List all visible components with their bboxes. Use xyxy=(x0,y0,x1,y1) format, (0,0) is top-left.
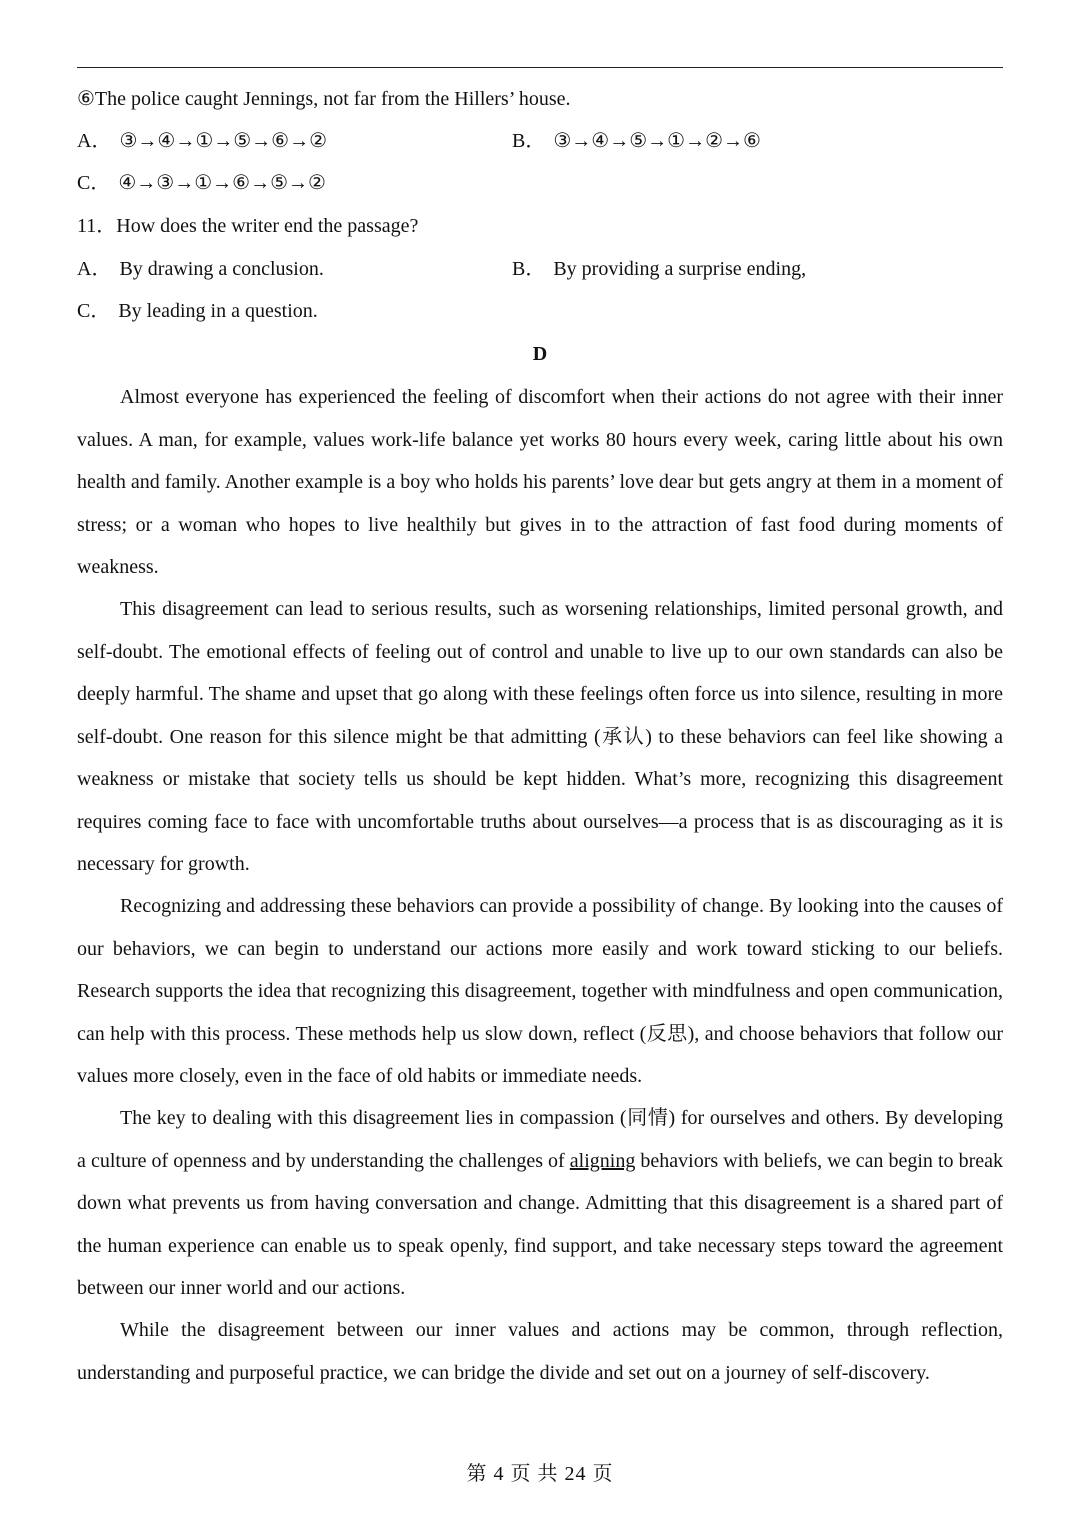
passage-paragraph-3: Recognizing and addressing these behaviors can provide a possibility of change. By looking into the causes of our behaviors, we can begin to understand our actions more easily and work toward sticking to our beliefs. Research supports the idea that recognizing this disagreement, together with mindfulness and open communication, can help with this process. These methods help us slow down, reflect (反思), and choose behaviors that follow our values more closely, even in the face of old habits or immediate needs. xyxy=(77,895,1003,1087)
option-text: ④→③→①→⑥→⑤→② xyxy=(118,172,326,194)
option-text: ③→④→①→⑤→⑥→② xyxy=(119,130,328,152)
passage-paragraph-1: Almost everyone has experienced the feeling of discomfort when their actions do not agree with their inner values. A man, for example, values work-life balance yet works 80 hours every week, caring little about his own health and family. Another example is a boy who holds his parents’ love dear but gets angry at them in a moment of stress; or a woman who hopes to live healthily but gives in to the attraction of fast food during moments of weakness. xyxy=(77,386,1003,578)
q10-option-a xyxy=(77,129,327,153)
passage-paragraph-2: This disagreement can lead to serious results, such as worsening relationships, limited personal growth, and self-doubt. The emotional effects of feeling out of control and unable to live up to our own standards can also be deeply harmful. The shame and upset that go along with these feelings often force us into silence, resulting in more self-doubt. One reason for this silence might be that admitting (承认) to these behaviors can feel like showing a weakness or mistake that society tells us should be kept hidden. What’s more, recognizing this disagreement requires coming face to face with uncomfortable truths about ourselves—a process that is as discouraging as it is necessary for growth. xyxy=(77,598,1003,875)
q10-option-c xyxy=(77,171,326,195)
underlined-word: aligning xyxy=(569,1149,636,1172)
option-letter: B． xyxy=(512,130,546,152)
page-footer: 第 4 页 共 24 页 xyxy=(466,1463,614,1485)
q11-option-a xyxy=(77,257,324,281)
option-text: By providing a surprise ending, xyxy=(553,258,807,280)
option-letter: A． xyxy=(77,130,112,152)
option-letter: C． xyxy=(77,172,111,194)
passage-paragraph-4 xyxy=(77,1097,1003,1310)
paragraph-text: The key to dealing with this disagreement lies in compassion (同情) for ourselves and others. By developing a culture of openness and by understanding the challenges of xyxy=(77,1107,1003,1172)
section-title: D xyxy=(532,343,548,365)
option-text: ③→④→⑤→①→②→⑥ xyxy=(553,130,761,152)
q11-option-b xyxy=(512,257,806,281)
passage-paragraph-5: While the disagreement between our inner values and actions may be common, through reflection, understanding and purposeful practice, we can bridge the divide and set out on a journey of self-discovery. xyxy=(77,1319,1003,1384)
item-six: ⑥The police caught Jennings, not far from the Hillers’ house. xyxy=(77,88,571,110)
option-text: By leading in a question. xyxy=(118,300,318,322)
header-divider xyxy=(77,67,1003,68)
option-letter: A． xyxy=(77,258,112,280)
q10-option-b xyxy=(512,129,761,153)
q11-option-c xyxy=(77,299,318,323)
option-letter: C． xyxy=(77,300,111,322)
paragraph-text: behaviors with beliefs, we can begin to break down what prevents us from having conversation and change. Admitting that this disagreement is a shared part of the human experience can enable us to speak openly, find support, and take necessary steps toward the agreement between our inner world and our actions. xyxy=(77,1149,1003,1299)
question-11: 11．How does the writer end the passage? xyxy=(77,215,419,237)
option-letter: B． xyxy=(512,258,546,280)
option-text: By drawing a conclusion. xyxy=(119,258,324,280)
